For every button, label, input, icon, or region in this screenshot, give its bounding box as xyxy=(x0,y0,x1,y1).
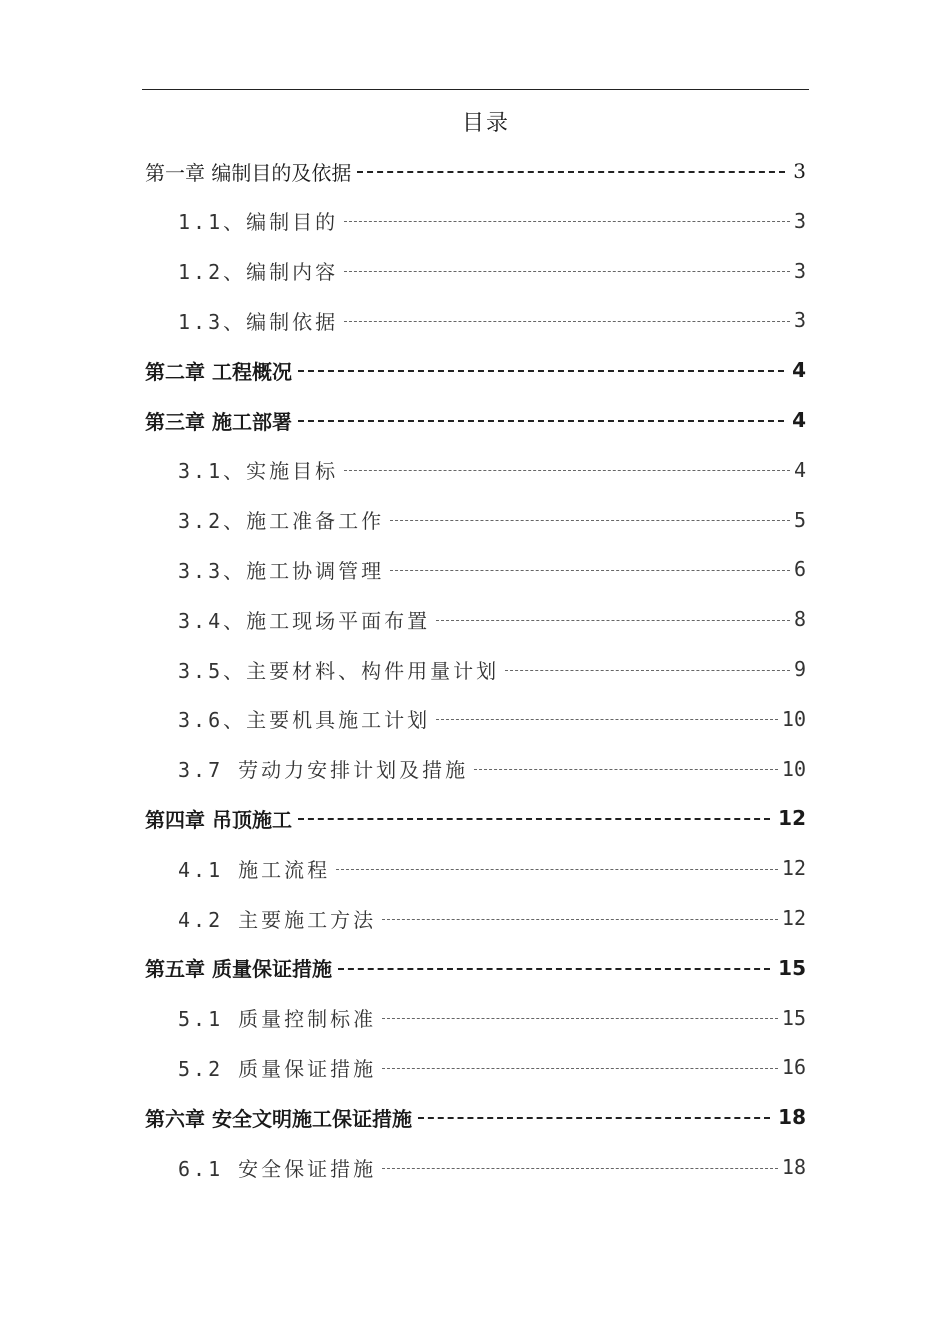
toc-dot-leader xyxy=(418,1117,770,1119)
toc-page-number: 8 xyxy=(793,607,806,632)
toc-dot-leader xyxy=(382,1168,778,1169)
toc-page-number: 3 xyxy=(793,159,806,183)
toc-section-entry[interactable] xyxy=(178,544,806,594)
toc-page-number: 4 xyxy=(792,358,806,383)
toc-section-entry[interactable] xyxy=(178,843,806,893)
toc-dot-leader xyxy=(390,520,790,521)
toc-dot-leader xyxy=(505,670,790,671)
toc-dot-leader xyxy=(382,919,778,920)
toc-entry-label: 1.3、编制依据 xyxy=(178,309,339,334)
toc-page-number: 12 xyxy=(781,906,806,930)
toc-dot-leader xyxy=(298,420,784,422)
toc-entry-label: 3.5、主要材料、构件用量计划 xyxy=(178,658,500,683)
toc-dot-leader xyxy=(298,818,770,820)
toc-dot-leader xyxy=(298,370,784,372)
toc-dot-leader xyxy=(336,869,778,870)
toc-entry-label: 6.1 安全保证措施 xyxy=(178,1156,377,1181)
toc-chapter-entry[interactable] xyxy=(145,1092,806,1142)
toc-entry-label: 第六章 安全文明施工保证措施 xyxy=(145,1106,412,1131)
toc-entry-label: 5.2 质量保证措施 xyxy=(178,1056,377,1081)
toc-page-number: 10 xyxy=(781,756,806,781)
toc-entry-label: 3.3、施工协调管理 xyxy=(178,558,385,583)
toc-page-number: 15 xyxy=(778,955,806,980)
toc-entry-label: 3.1、实施目标 xyxy=(178,459,339,484)
toc-dot-leader xyxy=(344,221,790,222)
toc-dot-leader xyxy=(338,968,770,970)
toc-page-number: 4 xyxy=(793,457,806,482)
toc-section-entry[interactable] xyxy=(178,694,806,744)
toc-dot-leader xyxy=(382,1018,778,1019)
toc-section-entry[interactable] xyxy=(178,893,806,943)
toc-entry-label: 第二章 工程概况 xyxy=(145,359,292,384)
toc-page-number: 15 xyxy=(781,1005,806,1030)
toc-page-number: 5 xyxy=(793,507,806,532)
toc-entry-label: 3.7 劳动力安排计划及措施 xyxy=(178,758,469,783)
toc-entry-label: 3.6、主要机具施工计划 xyxy=(178,708,431,733)
toc-entry-label: 4.2 主要施工方法 xyxy=(178,907,377,932)
toc-page-number: 10 xyxy=(781,706,806,731)
toc-section-entry[interactable] xyxy=(178,295,806,345)
toc-section-entry[interactable] xyxy=(178,495,806,545)
toc-dot-leader xyxy=(436,620,790,621)
toc-page-number: 12 xyxy=(778,806,806,831)
toc-dot-leader xyxy=(344,271,790,272)
toc-dot-leader xyxy=(390,570,790,571)
toc-page-number: 18 xyxy=(778,1105,806,1130)
header-rule xyxy=(142,89,809,90)
toc-entry-label: 第三章 施工部署 xyxy=(145,409,292,434)
toc-page-number: 16 xyxy=(781,1055,806,1080)
toc-chapter-entry[interactable] xyxy=(145,793,806,843)
toc-chapter-entry[interactable] xyxy=(145,146,806,196)
toc-dot-leader xyxy=(474,769,778,770)
toc-section-entry[interactable] xyxy=(178,1042,806,1092)
toc-entry-label: 1.1、编制目的 xyxy=(178,210,339,235)
toc-dot-leader xyxy=(436,719,778,720)
toc-entry-label: 5.1 质量控制标准 xyxy=(178,1007,377,1032)
toc-page-number: 12 xyxy=(781,856,806,881)
toc-entry-label: 第五章 质量保证措施 xyxy=(145,957,332,982)
toc-chapter-entry[interactable] xyxy=(145,395,806,445)
toc-page-number: 3 xyxy=(793,258,806,283)
toc-section-entry[interactable] xyxy=(178,246,806,296)
toc-section-entry[interactable] xyxy=(178,445,806,495)
toc-section-entry[interactable] xyxy=(178,196,806,246)
toc-dot-leader xyxy=(344,321,790,322)
toc-dot-leader xyxy=(357,171,785,173)
toc-title: 目录 xyxy=(461,111,510,136)
toc-section-entry[interactable] xyxy=(178,744,806,794)
toc-chapter-entry[interactable] xyxy=(145,345,806,395)
toc-page-number: 6 xyxy=(793,557,806,582)
toc-page-number: 3 xyxy=(793,208,806,233)
toc-section-entry[interactable] xyxy=(178,1142,806,1192)
toc-section-entry[interactable] xyxy=(178,594,806,644)
toc-entry-label: 1.2、编制内容 xyxy=(178,260,339,285)
toc-entry-label: 4.1 施工流程 xyxy=(178,857,331,882)
toc-section-entry[interactable] xyxy=(178,993,806,1043)
toc-dot-leader xyxy=(344,470,790,471)
toc-entry-label: 3.2、施工准备工作 xyxy=(178,509,385,534)
toc-page-number: 3 xyxy=(793,308,806,333)
toc-page-number: 4 xyxy=(792,408,806,432)
toc-chapter-entry[interactable] xyxy=(145,943,806,993)
toc-dot-leader xyxy=(382,1068,778,1069)
toc-entry-label: 3.4、施工现场平面布置 xyxy=(178,608,431,633)
toc-entry-label: 第一章 编制目的及依据 xyxy=(145,160,352,185)
toc-section-entry[interactable] xyxy=(178,644,806,694)
toc-page-number: 18 xyxy=(781,1155,806,1179)
toc-page-number: 9 xyxy=(793,657,806,681)
toc-entry-label: 第四章 吊顶施工 xyxy=(145,807,292,832)
